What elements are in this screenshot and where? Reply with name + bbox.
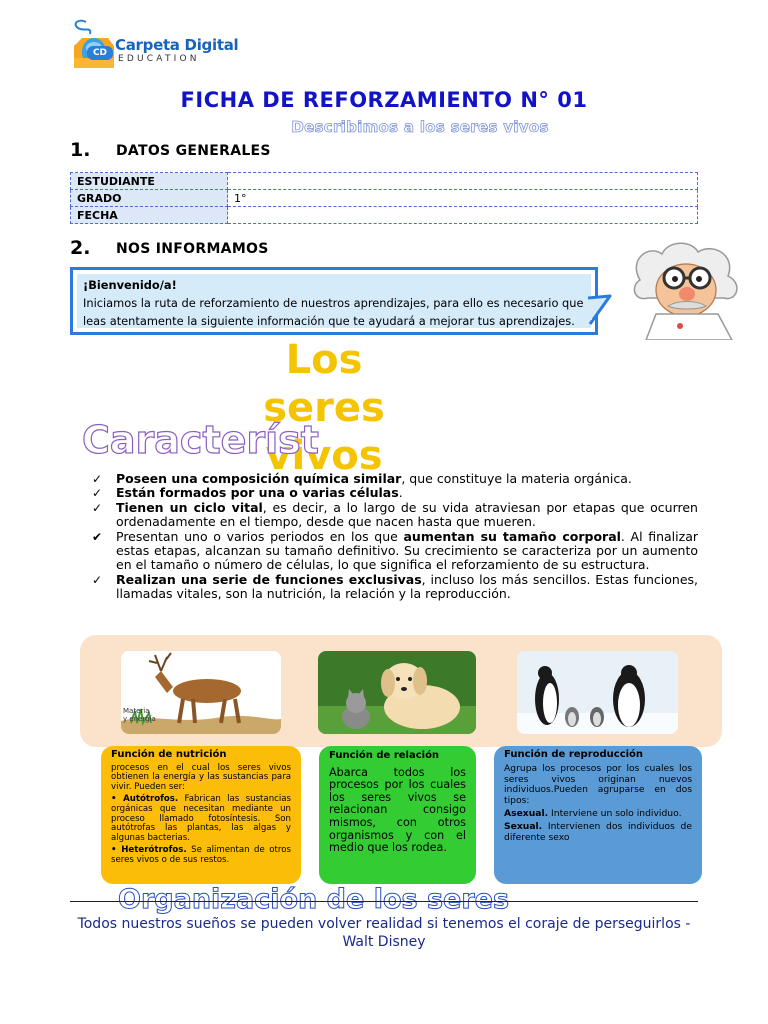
characteristics-list [92, 472, 698, 602]
table-row [71, 207, 698, 224]
date-field[interactable] [228, 207, 698, 224]
photo1-caption: Materia y energía [123, 707, 156, 723]
check-icon: ✓ [92, 472, 103, 486]
check-icon: ✔ [92, 529, 103, 544]
welcome-box [70, 267, 598, 335]
characteristics-title: Característ [82, 418, 319, 462]
logo-sub: EDUCATION [118, 54, 200, 64]
organization-title: Organización de los seres [118, 884, 510, 915]
table-key: ESTUDIANTE [71, 173, 228, 190]
deer-photo [121, 651, 281, 734]
reproduction-card: Función de reproducción Agrupa los procesos por los cuales los seres vivos originan nuevos individuos.Pueden agruparse en dos tipos: Asexual. Interviene un solo individuo. Sexual. Intervienen dos individuos de diferente sexo [494, 746, 702, 884]
list-item: ✓ Realizan una serie de funciones exclusivas, incluso los más sencillos. Estas funciones, llamadas vitales, son la nutrición, la relación y la reproducción. [92, 571, 698, 602]
section1-number: 1. [70, 139, 91, 161]
general-data-table [70, 172, 698, 224]
speech-bubble-tail-icon [588, 292, 612, 332]
welcome-body: Iniciamos la ruta de reforzamiento de nuestros aprendizajes, para ello es necesario que leas atentamente la siguiente información que te ayudará a mejorar tus aprendizajes. [83, 296, 584, 328]
penguins-icon [517, 651, 678, 734]
table-row [71, 190, 698, 207]
living-beings-title: Los seres vivos [263, 337, 385, 479]
relation-card: Función de relación Abarca todos los procesos por los cuales los seres vivos se relacionan consigo mismos, con otros organismos y con el medio que los rodea. [319, 746, 476, 884]
section1-label: DATOS GENERALES [116, 143, 271, 159]
list-item: ✓ Tienen un ciclo vital, es decir, a lo largo de su vida atraviesan por etapas que ocurren ordenadamente en el tiempo, desde que nacen hasta que mueren. [92, 499, 698, 530]
penguins-photo [517, 651, 678, 734]
footer-divider [70, 901, 698, 902]
check-icon: ✓ [92, 572, 103, 587]
section2-number: 2. [70, 237, 91, 259]
page-subtitle: Describimos a los seres vivos [291, 118, 549, 136]
list-item: ✓ Están formados por una o varias células. [92, 485, 403, 501]
footer-quote: Todos nuestros sueños se pueden volver realidad si tenemos el coraje de perseguirlos - Walt Disney [77, 916, 691, 950]
logo-badge: CD [87, 46, 113, 60]
student-field[interactable] [228, 173, 698, 190]
check-icon: ✓ [92, 486, 103, 501]
puppy-kitten-photo [318, 651, 476, 734]
page-title: FICHA DE REFORZAMIENTO N° 01 [180, 88, 588, 112]
list-item: ✔ Presentan uno o varios periodos en los que aumentan su tamaño corporal. Al finalizar estas etapas, alcanzan su tamaño definitivo. Su crecimiento se caracteriza por un aumento en el tamaño o número de células, lo que significa el reforzamiento de su estructura. [92, 528, 698, 573]
grade-field[interactable]: 1° [228, 190, 698, 207]
table-key: FECHA [71, 207, 228, 224]
check-icon: ✓ [92, 500, 103, 515]
list-item: ✓ Poseen una composición química similar, que constituye la materia orgánica. [92, 471, 632, 486]
scientist-icon [628, 240, 746, 340]
welcome-title: ¡Bienvenido/a! [83, 278, 177, 292]
logo-brand: Carpeta Digital [115, 36, 239, 54]
section2-label: NOS INFORMAMOS [116, 241, 269, 257]
nutrition-card: Función de nutrición procesos en el cual los seres vivos obtienen la energía y las sustancias para vivir. Pueden ser: • Autótrofos. Fabrican las sustancias orgánicas que necesitan mediante un proceso llamado fotosíntesis. Son autótrofas las plantas, las algas y algunas bacterias. • Heterótrofos. Se alimentan de otros seres vivos o de sus restos. [101, 746, 301, 884]
table-key: GRADO [71, 190, 228, 207]
puppy-kitten-icon [318, 651, 476, 734]
table-row [71, 173, 698, 190]
